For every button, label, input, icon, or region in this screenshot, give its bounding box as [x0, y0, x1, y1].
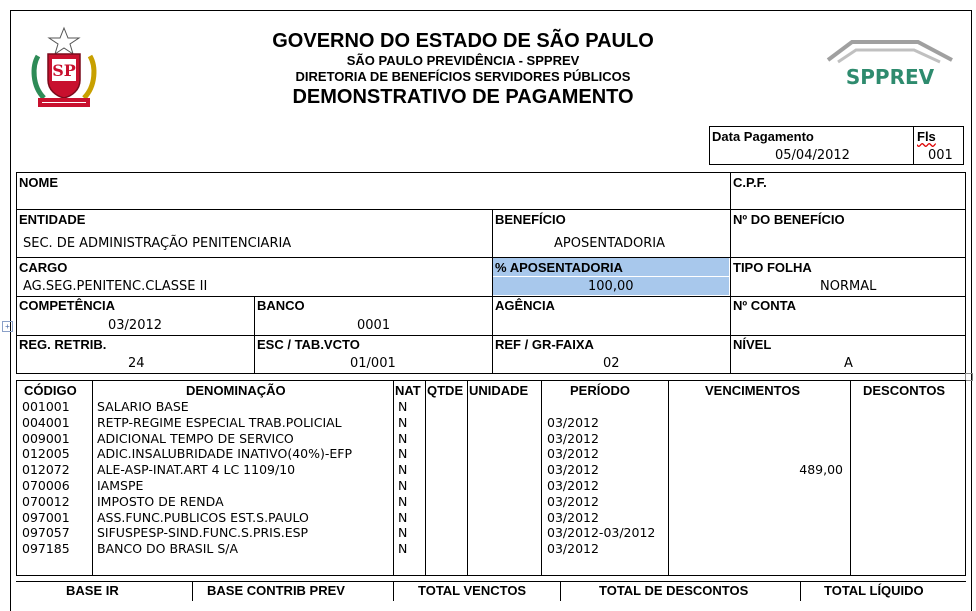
agencia-label: AGÊNCIA	[495, 298, 555, 313]
nivel-label: NÍVEL	[733, 337, 772, 352]
table-move-handle-icon[interactable]: +	[2, 321, 13, 332]
table-cell-codigo: 012005	[22, 446, 70, 462]
table-cell-codigo: 097001	[22, 509, 70, 525]
table-cell-vencimentos	[680, 446, 843, 462]
vencimentos-column	[680, 399, 843, 557]
table-cell-codigo: 097057	[22, 525, 70, 541]
header-subtitle-diretoria: DIRETORIA DE BENEFÍCIOS SERVIDORES PÚBLICOS	[295, 69, 631, 84]
table-cell-vencimentos	[680, 494, 843, 510]
table-cell-nat: N	[398, 525, 408, 541]
nivel-value: A	[844, 356, 853, 371]
table-cell-denominacao: SALARIO BASE	[97, 399, 189, 414]
svg-text:SPPREV: SPPREV	[845, 65, 935, 89]
entidade-value: SEC. DE ADMINISTRAÇÃO PENITENCIARIA	[23, 236, 292, 251]
footer-total-descontos: TOTAL DE DESCONTOS	[599, 583, 749, 598]
footer-total-liquido: TOTAL LÍQUIDO	[824, 583, 924, 598]
payment-date-value: 05/04/2012	[775, 148, 850, 163]
table-cell-vencimentos	[680, 541, 843, 557]
table-cell-vencimentos	[680, 478, 843, 494]
tipo-folha-value: NORMAL	[820, 279, 877, 294]
document-title: DEMONSTRATIVO DE PAGAMENTO	[292, 86, 634, 108]
col-header-codigo: CÓDIGO	[24, 383, 77, 398]
numero-beneficio-label: Nº DO BENEFÍCIO	[733, 212, 845, 227]
table-cell-periodo: 03/2012	[547, 430, 599, 446]
table-cell-vencimentos	[680, 525, 843, 541]
aposentadoria-value: 100,00	[588, 279, 634, 294]
table-cell-nat: N	[398, 430, 408, 446]
header-subtitle-spprev: SÃO PAULO PREVIDÊNCIA - SPPREV	[346, 53, 580, 68]
footer-base-ir: BASE IR	[66, 583, 119, 598]
cargo-label: CARGO	[19, 260, 68, 275]
reg-retrib-value: 24	[128, 356, 145, 371]
competencia-label: COMPETÊNCIA	[19, 298, 116, 313]
table-cell-codigo: 070006	[22, 477, 70, 493]
spprev-logo	[822, 36, 958, 96]
table-cell-vencimentos	[680, 431, 843, 447]
reg-retrib-label: REG. RETRIB.	[19, 337, 107, 352]
table-cell-nat: N	[398, 541, 408, 557]
col-header-vencimentos: VENCIMENTOS	[705, 383, 801, 398]
table-cell-periodo: 03/2012	[547, 493, 599, 509]
table-cell-nat: N	[398, 462, 408, 478]
col-header-denominacao: DENOMINAÇÃO	[186, 383, 286, 398]
table-cell-denominacao: IMPOSTO DE RENDA	[97, 493, 224, 509]
aposentadoria-label: % APOSENTADORIA	[495, 260, 623, 275]
banco-label: BANCO	[257, 298, 305, 313]
table-cell-periodo: 03/2012	[547, 414, 599, 430]
esc-tab-value: 01/001	[350, 356, 396, 371]
table-cell-codigo: 009001	[22, 430, 70, 446]
col-header-descontos: DESCONTOS	[863, 383, 946, 398]
periodo-column	[547, 399, 655, 557]
footer-base-contrib-prev: BASE CONTRIB PREV	[207, 583, 345, 598]
denominacao-column	[97, 399, 352, 557]
competencia-value: 03/2012	[108, 318, 163, 333]
header-title: GOVERNO DO ESTADO DE SÃO PAULO	[272, 30, 654, 52]
table-cell-denominacao: IAMSPE	[97, 477, 144, 493]
nat-column	[398, 399, 407, 557]
col-header-unidade: UNIDADE	[469, 383, 529, 398]
conta-label: Nº CONTA	[733, 298, 797, 313]
table-cell-codigo: 001001	[22, 399, 70, 414]
table-cell-nat: N	[398, 509, 408, 525]
table-cell-codigo: 004001	[22, 414, 70, 430]
table-cell-nat: N	[398, 446, 408, 462]
table-cell-periodo: 03/2012	[547, 541, 599, 557]
codigo-column	[22, 399, 70, 557]
banco-value: 0001	[357, 318, 391, 333]
fls-label: Fls	[917, 129, 936, 144]
sao-paulo-seal-logo	[24, 26, 104, 110]
col-header-qtde: QTDE	[427, 383, 464, 398]
beneficio-value: APOSENTADORIA	[554, 236, 665, 251]
table-cell-denominacao: SIFUSPESP-SIND.FUNC.S.PRIS.ESP	[97, 525, 309, 541]
table-cell-vencimentos	[680, 510, 843, 526]
tipo-folha-label: TIPO FOLHA	[733, 260, 812, 275]
table-cell-periodo: 03/2012	[547, 509, 599, 525]
table-cell-nat: N	[398, 493, 408, 509]
svg-text:SP: SP	[52, 61, 76, 80]
table-cell-periodo	[547, 399, 655, 415]
table-cell-vencimentos	[680, 399, 843, 415]
nome-label: NOME	[19, 175, 58, 190]
table-cell-denominacao: ADIC.INSALUBRIDADE INATIVO(40%)-EFP	[97, 446, 352, 462]
table-cell-codigo: 070012	[22, 493, 70, 509]
table-resize-handle-icon[interactable]	[965, 373, 973, 381]
footer-total-venctos: TOTAL VENCTOS	[418, 583, 527, 598]
table-cell-denominacao: ADICIONAL TEMPO DE SERVICO	[97, 430, 294, 446]
table-cell-periodo: 03/2012	[547, 477, 599, 493]
fls-value: 001	[928, 148, 953, 163]
table-cell-denominacao: ALE-ASP-INAT.ART 4 LC 1109/10	[97, 462, 296, 478]
table-cell-nat: N	[398, 414, 408, 430]
table-cell-vencimentos	[680, 415, 843, 431]
entidade-label: ENTIDADE	[19, 212, 86, 227]
table-cell-periodo: 03/2012-03/2012	[547, 525, 656, 541]
table-cell-denominacao: RETP-REGIME ESPECIAL TRAB.POLICIAL	[97, 414, 342, 430]
table-cell-codigo: 097185	[22, 541, 70, 557]
ref-faixa-value: 02	[603, 356, 620, 371]
info-grid	[16, 172, 966, 374]
table-cell-periodo: 03/2012	[547, 462, 599, 478]
table-cell-nat: N	[398, 399, 408, 414]
col-header-periodo: PERÍODO	[570, 383, 630, 398]
table-cell-codigo: 012072	[22, 462, 70, 478]
cargo-value: AG.SEG.PENITENC.CLASSE II	[23, 279, 208, 294]
ref-faixa-label: REF / GR-FAIXA	[495, 337, 594, 352]
col-header-nat: NAT	[395, 383, 421, 398]
table-cell-denominacao: ASS.FUNC.PUBLICOS EST.S.PAULO	[97, 509, 309, 525]
table-cell-denominacao: BANCO DO BRASIL S/A	[97, 541, 239, 557]
esc-tab-label: ESC / TAB.VCTO	[257, 337, 360, 352]
table-cell-nat: N	[398, 477, 408, 493]
payment-date-label: Data Pagamento	[712, 129, 814, 144]
cpf-label: C.P.F.	[733, 175, 767, 190]
table-cell-vencimentos: 489,00	[799, 462, 843, 478]
table-cell-periodo: 03/2012	[547, 446, 599, 462]
beneficio-label: BENEFÍCIO	[495, 212, 566, 227]
